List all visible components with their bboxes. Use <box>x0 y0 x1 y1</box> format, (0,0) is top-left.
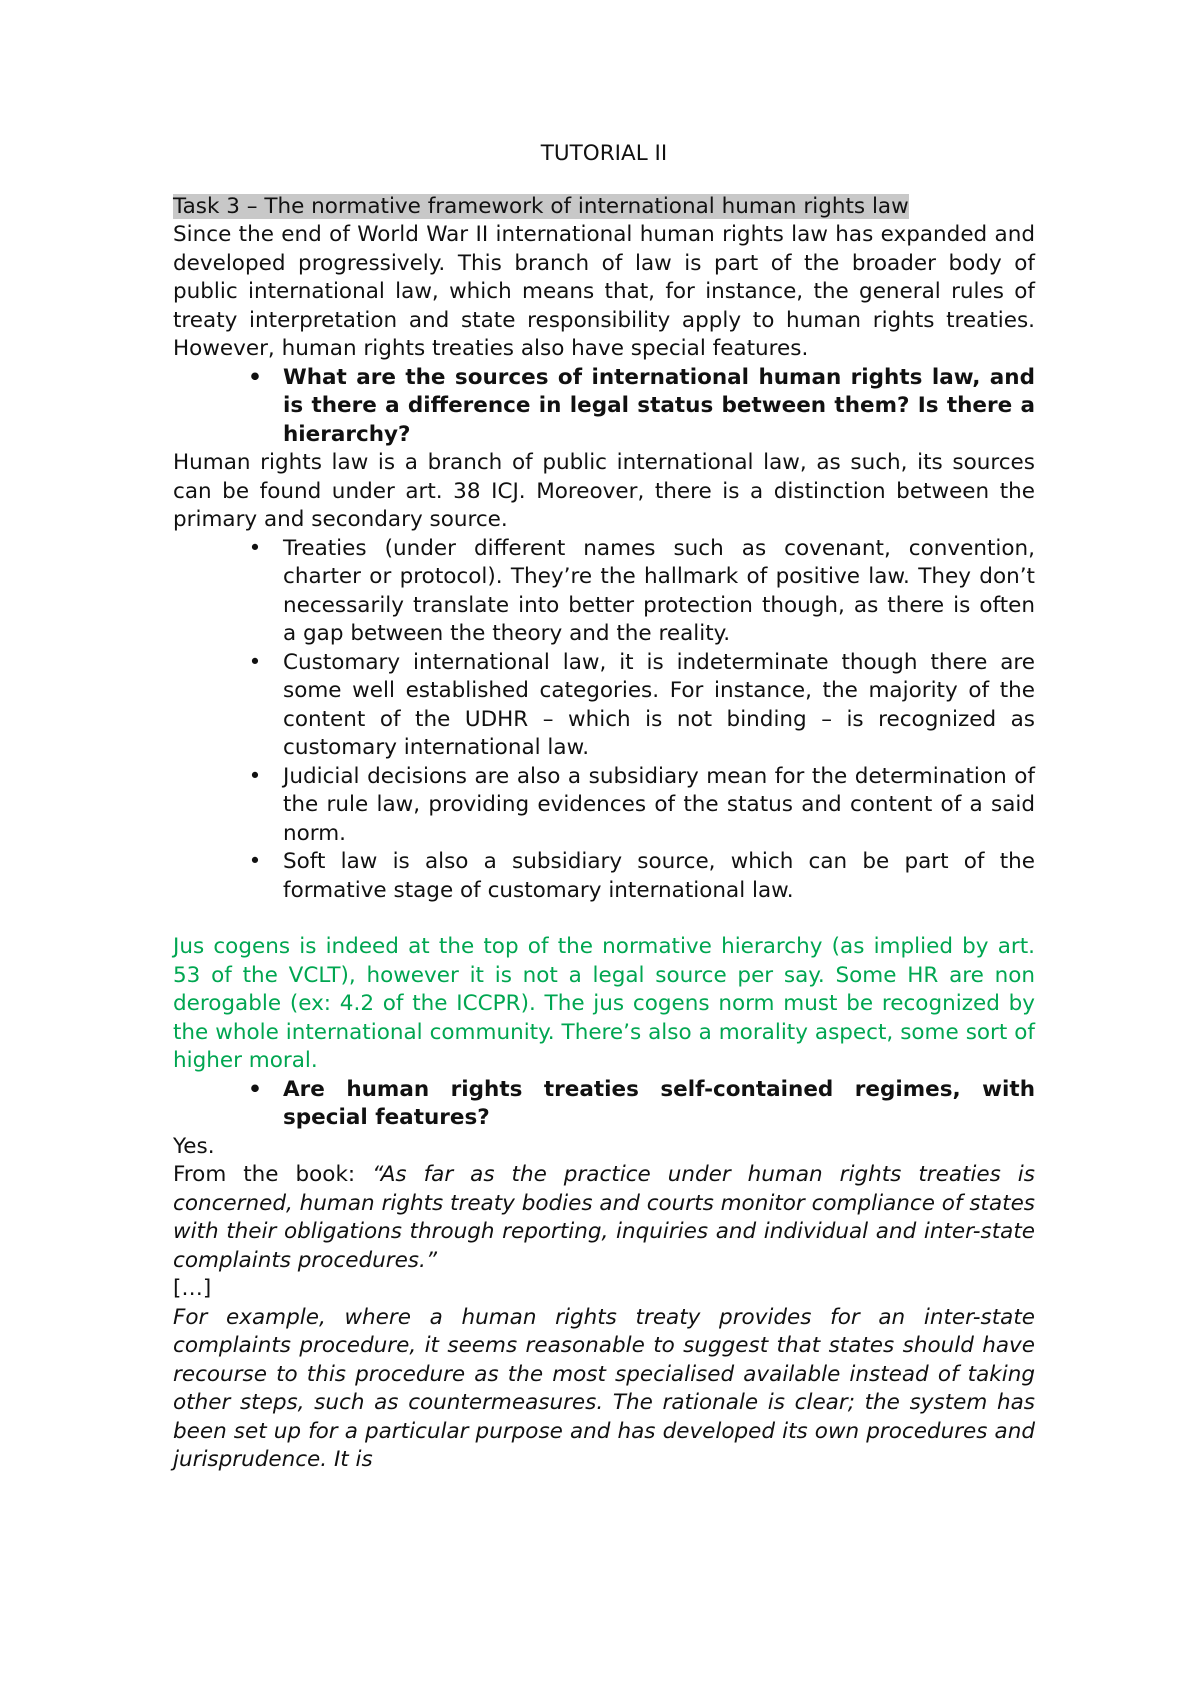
question-2-text: Are human rights treaties self-contained regimes, with special features? <box>283 1076 1035 1130</box>
jus-cogens-note: Jus cogens is indeed at the top of the normative hierarchy (as implied by art. 53 of the VCLT), however it is not a legal source per say. Some HR are non derogable (ex: 4.2 of the ICCPR). The jus cogens norm must be recognized by the whole international community. There’s also a morality aspect, some sort of higher moral. <box>173 934 1035 1073</box>
source-item-customary <box>248 649 1035 763</box>
document-title: TUTORIAL II <box>540 141 668 166</box>
bullet-icon: • <box>248 649 262 675</box>
source-text: Soft law is also a subsidiary source, which can be part of the formative stage of customary international law. <box>283 849 1035 903</box>
source-item-treaties <box>248 535 1035 649</box>
book-quote: “As far as the practice under human rights treaties is concerned, human rights treaty bodies and courts monitor compliance of states with their obligations through reporting, inquiries and individual and inter-state complaints procedures.” <box>173 1162 1035 1273</box>
intro-paragraph: Since the end of World War II international human rights law has expanded and developed progressively. This branch of law is part of the broader body of public international law, which means that, for instance, the general rules of treaty interpretation and state responsibility apply to human rights treaties. However, human rights treaties also have special features. <box>173 222 1035 361</box>
bullet-icon: • <box>248 849 262 874</box>
bullet-icon: • <box>248 1076 262 1102</box>
blank-line <box>173 905 1035 933</box>
source-text: Customary international law, it is indeterminate though there are some well established categories. For instance, the majority of the content of the UDHR – which is not binding – is recognized as customary international law. <box>283 649 1035 760</box>
source-item-soft-law <box>248 848 1035 905</box>
answer-2-yes: Yes. <box>173 1133 215 1159</box>
question-1-list <box>173 364 1035 450</box>
book-prefix: From the book: <box>173 1162 373 1187</box>
question-2-list <box>173 1076 1035 1133</box>
answer-1-intro: Human rights law is a branch of public international law, as such, its sources can be found under art. 38 ICJ. Moreover, there is a distinction between the primary and secondary source. <box>173 450 1035 532</box>
document-body <box>173 140 1035 1475</box>
source-text: Treaties (under different names such as covenant, convention, charter or protocol). They’re the hallmark of positive law. They don’t necessarily translate into better protection though, as there is often a gap between the theory and the reality. <box>283 535 1035 646</box>
question-2 <box>248 1076 1035 1133</box>
source-text: Judicial decisions are also a subsidiary mean for the determination of the rule law, providing evidences of the status and content of a said norm. <box>283 763 1035 846</box>
bullet-icon: • <box>248 535 262 561</box>
bullet-icon: • <box>248 364 262 390</box>
task-heading <box>173 193 1035 222</box>
sources-list <box>173 535 1035 906</box>
bullet-icon: • <box>248 763 262 789</box>
question-1 <box>248 364 1035 450</box>
ellipsis: […] <box>173 1276 212 1301</box>
example-paragraph: For example, where a human rights treaty provides for an inter-state complaints procedure, it seems reasonable to suggest that states should have recourse to this procedure as the most specialised available instead of taking other steps, such as countermeasures. The rationale is clear; the system has been set up for a particular purpose and has developed its own procedures and jurisprudence. It is <box>173 1304 1035 1472</box>
task-heading-text: Task 3 – The normative framework of international human rights law <box>173 193 909 219</box>
question-1-text: What are the sources of international human rights law, and is there a difference in legal status between them? Is there a hierarchy? <box>283 364 1035 447</box>
source-item-judicial <box>248 763 1035 849</box>
book-quote-paragraph <box>173 1161 1035 1275</box>
